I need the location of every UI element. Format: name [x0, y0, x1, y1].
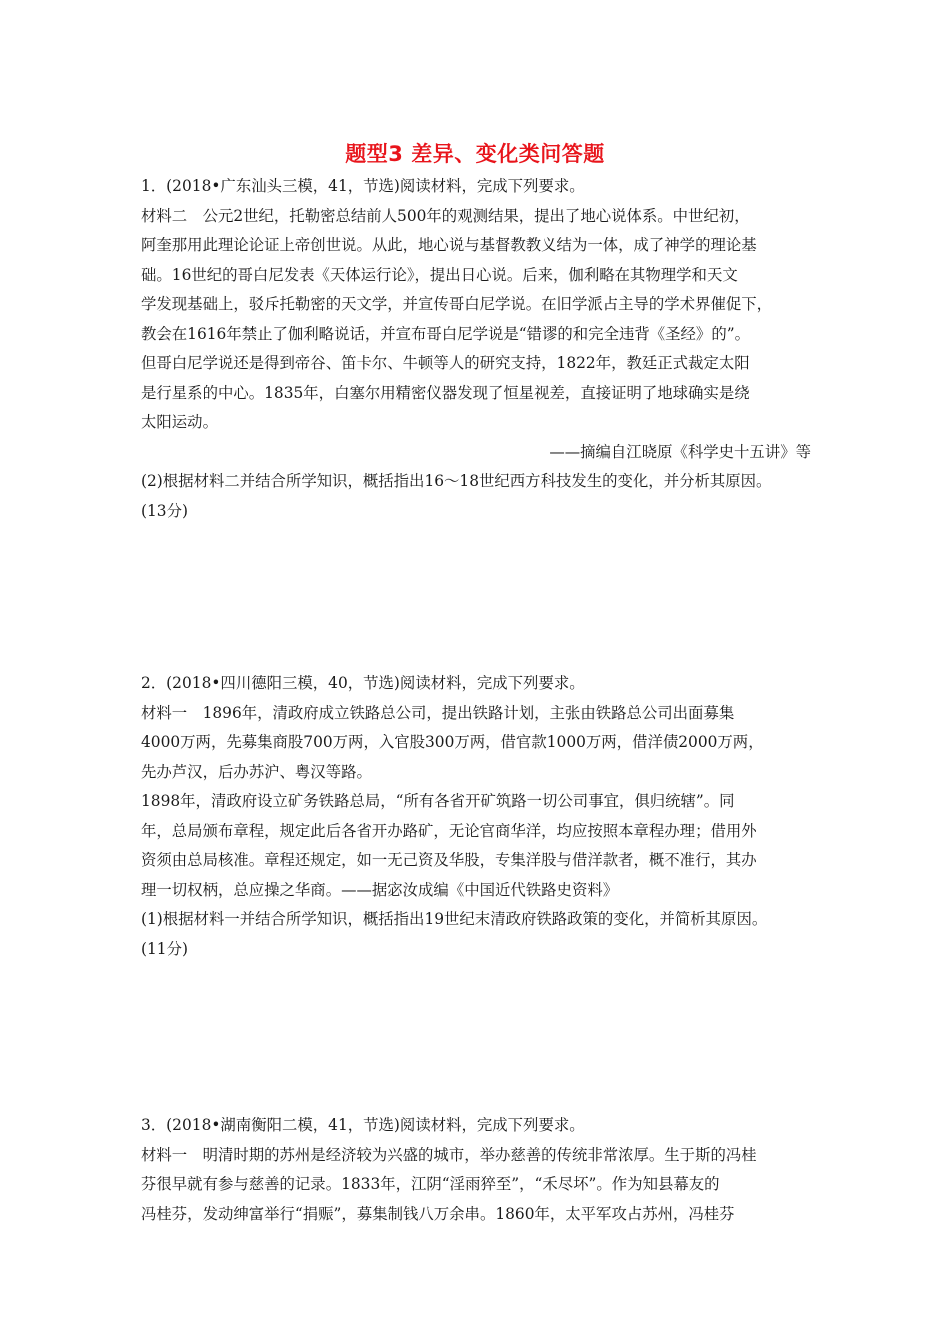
material-line: 先办芦汉，后办苏沪、粤汉等路。	[141, 762, 372, 781]
question-score: (13分)	[141, 501, 188, 520]
question-1	[141, 172, 821, 526]
material-line: 1898年，清政府设立矿务铁路总局，“所有各省开矿筑路一切公司事宜，俱归统辖”。同	[141, 792, 735, 810]
material-line: 是行星系的中心。1835年，白塞尔用精密仪器发现了恒星视差，直接证明了地球确实是绕	[141, 383, 750, 402]
material-line: 理一切权柄，总应操之华商。——据宓汝成编《中国近代铁路史资料》	[141, 880, 619, 899]
material-line: 4000万两，先募集商股700万两，入官股300万两，借官款1000万两，借洋债2000万两，	[141, 733, 764, 751]
material-line: 材料二 公元2世纪，托勒密总结前人500年的观测结果，提出了地心说体系。中世纪初，	[141, 206, 750, 225]
material-line: 阿奎那用此理论论证上帝创世说。从此，地心说与基督教教义结为一体，成了神学的理论基	[141, 236, 757, 254]
question-score: (11分)	[141, 939, 188, 958]
material-line: 芬很早就有参与慈善的记录。1833年，江阴“淫雨猝至”，“禾尽坏”。作为知县幕友的	[141, 1175, 720, 1193]
question-header: 3．(2018•湖南衡阳二模，41，节选)阅读材料，完成下列要求。	[141, 1116, 585, 1134]
material-line: 教会在1616年禁止了伽利略说话，并宣布哥白尼学说是“错谬的和完全违背《圣经》的”。	[141, 324, 750, 343]
material-line: 础。16世纪的哥白尼发表《天体运行论》，提出日心说。后来，伽利略在其物理学和天文	[141, 265, 738, 284]
material-source: ——摘编自江晓原《科学史十五讲》等	[549, 442, 811, 461]
question-prompt: (1)根据材料一并结合所学知识，概括指出19世纪末清政府铁路政策的变化，并简析其原因。	[141, 910, 768, 928]
material-line: 材料一 1896年，清政府成立铁路总公司，提出铁路计划，主张由铁路总公司出面募集	[141, 703, 735, 722]
material-line: 资须由总局核准。章程还规定，如一无己资及华股，专集洋股与借洋款者，概不准行，其办	[141, 851, 757, 869]
question-2	[141, 669, 821, 964]
material-line: 年，总局颁布章程，规定此后各省开办路矿，无论官商华洋，均应按照本章程办理；借用外	[141, 821, 757, 840]
question-header: 2．(2018•四川德阳三模，40，节选)阅读材料，完成下列要求。	[141, 674, 585, 692]
material-line: 太阳运动。	[141, 413, 218, 431]
material-line: 但哥白尼学说还是得到帝谷、笛卡尔、牛顿等人的研究支持，1822年，教廷正式裁定太阳	[141, 354, 750, 372]
question-3	[141, 1111, 821, 1229]
material-line: 冯桂芬，发动绅富举行“捐赈”，募集制钱八万余串。1860年，太平军攻占苏州，冯桂芬	[141, 1204, 735, 1223]
question-header: 1．(2018•广东汕头三模，41，节选)阅读材料，完成下列要求。	[141, 177, 585, 195]
page-title: 题型3 差异、变化类问答题	[345, 142, 605, 166]
material-line: 学发现基础上，驳斥托勒密的天文学，并宣传哥白尼学说。在旧学派占主导的学术界催促下，	[141, 295, 773, 313]
material-line: 材料一 明清时期的苏州是经济较为兴盛的城市，举办慈善的传统非常浓厚。生于斯的冯桂	[141, 1145, 757, 1164]
question-prompt: (2)根据材料二并结合所学知识，概括指出16～18世纪西方科技发生的变化，并分析其原因。	[141, 472, 772, 490]
